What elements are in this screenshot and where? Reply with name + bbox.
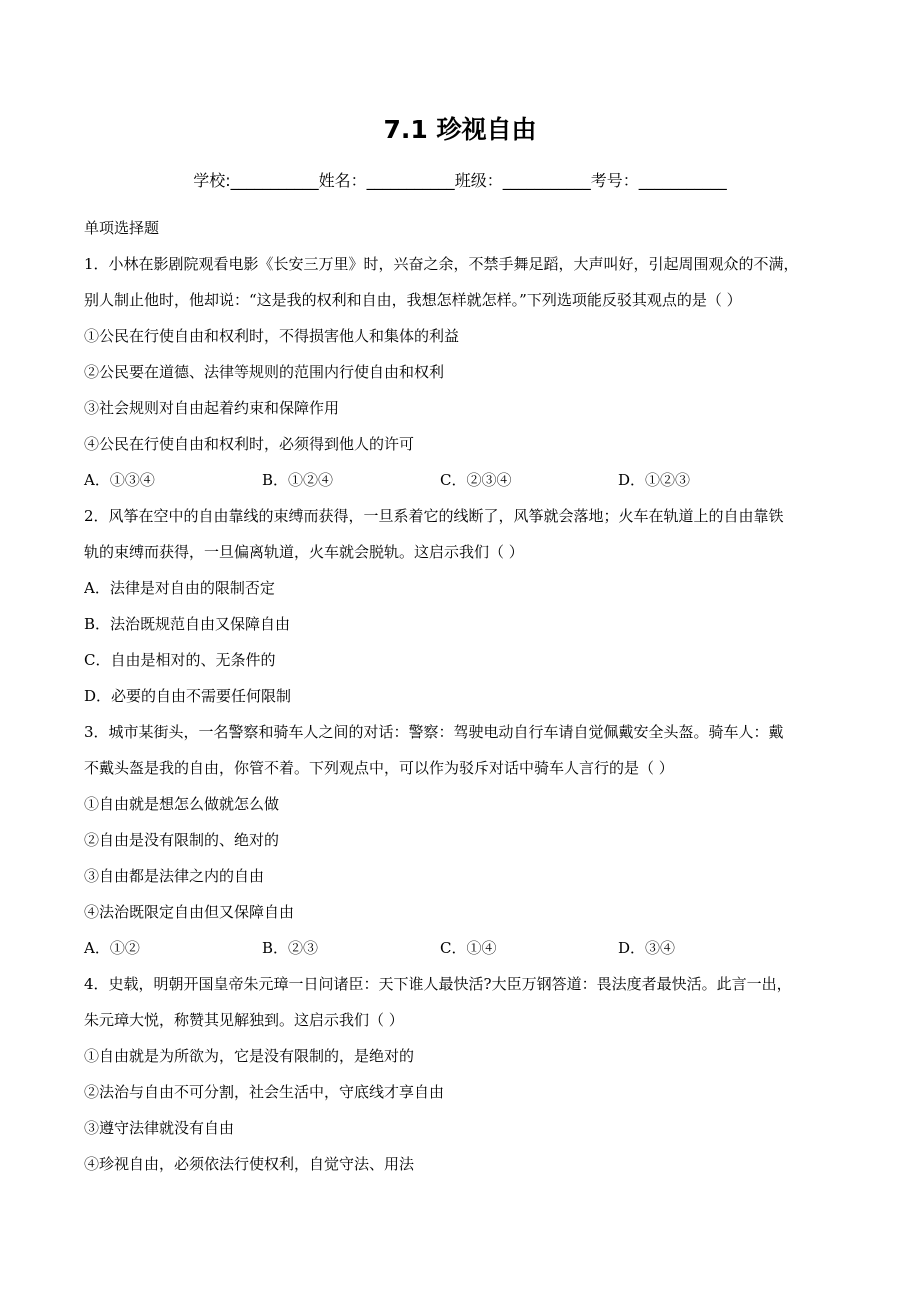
question-stem-line: 不戴头盔是我的自由，你管不着。下列观点中，可以作为驳斥对话中骑车人言行的是（ ） <box>84 759 674 777</box>
question-stem-line: 3．城市某街头，一名警察和骑车人之间的对话：警察：驾驶电动自行车请自觉佩戴安全头盔。骑车人：戴 <box>84 723 784 741</box>
statement-item: ②法治与自由不可分割，社会生活中，守底线才享自由 <box>84 1083 445 1101</box>
statement-item: ②自由是没有限制的、绝对的 <box>84 831 280 849</box>
class-field: 班级：___________ <box>454 171 591 190</box>
choice-d[interactable]: D．③④ <box>618 939 676 957</box>
question-stem-line: 别人制止他时，他却说：“这是我的权利和自由，我想怎样就怎样。”下列选项能反驳其观点的是（ ） <box>84 291 742 309</box>
statement-item: ②公民要在道德、法律等规则的范围内行使自由和权利 <box>84 363 445 381</box>
choice-b[interactable]: B．①②④ <box>262 471 334 489</box>
page-title: 7.1 珍视自由 <box>383 115 537 144</box>
question-stem-line: 2．风筝在空中的自由靠线的束缚而获得，一旦系着它的线断了，风筝就会落地；火车在轨道上的自由靠铁 <box>84 507 784 525</box>
statement-item: ①公民在行使自由和权利时，不得损害他人和集体的利益 <box>84 327 460 345</box>
statement-item: ③遵守法律就没有自由 <box>84 1119 235 1137</box>
choice-a[interactable]: A．①③④ <box>84 471 155 489</box>
question-content <box>84 210 854 1182</box>
question-2 <box>84 498 854 714</box>
statement-item: ④珍视自由，必须依法行使权利，自觉守法、用法 <box>84 1155 415 1173</box>
choice-b[interactable]: B．②③ <box>262 939 319 957</box>
question-1 <box>84 246 854 498</box>
question-4 <box>84 966 854 1182</box>
choice-d[interactable]: D．必要的自由不需要任何限制 <box>84 687 292 705</box>
statement-item: ①自由就是想怎么做就怎么做 <box>84 795 280 813</box>
statement-item: ①自由就是为所欲为，它是没有限制的，是绝对的 <box>84 1047 415 1065</box>
statement-item: ③自由都是法律之内的自由 <box>84 867 265 885</box>
statement-item: ③社会规则对自由起着约束和保障作用 <box>84 399 340 417</box>
choice-c[interactable]: C．自由是相对的、无条件的 <box>84 651 276 669</box>
question-stem-line: 4．史载，明朝开国皇帝朱元璋一日问诸臣：天下谁人最快活?大臣万钢答道：畏法度者最快活。此言一出， <box>84 975 792 993</box>
question-stem-line: 轨的束缚而获得，一旦偏离轨道，火车就会脱轨。这启示我们（ ） <box>84 543 524 561</box>
choice-c[interactable]: C．②③④ <box>440 471 512 489</box>
question-stem-line: 朱元璋大悦，称赞其见解独到。这启示我们（ ） <box>84 1011 404 1029</box>
choice-a[interactable]: A．①② <box>84 939 140 957</box>
name-field: 姓名：___________ <box>318 171 455 190</box>
exam-number-field: 考号：___________ <box>590 171 727 190</box>
question-3 <box>84 714 854 966</box>
student-info-row <box>0 168 920 194</box>
choice-c[interactable]: C．①④ <box>440 939 497 957</box>
choice-d[interactable]: D．①②③ <box>618 471 691 489</box>
question-stem-line: 1．小林在影剧院观看电影《长安三万里》时，兴奋之余，不禁手舞足蹈，大声叫好，引起周围观众的不满， <box>84 255 799 273</box>
answer-choices <box>84 462 854 498</box>
statement-item: ④法治既限定自由但又保障自由 <box>84 903 295 921</box>
section-heading: 单项选择题 <box>84 219 160 237</box>
answer-choices <box>84 930 854 966</box>
choice-a[interactable]: A．法律是对自由的限制否定 <box>84 579 275 597</box>
choice-b[interactable]: B．法治既规范自由又保障自由 <box>84 615 291 633</box>
statement-item: ④公民在行使自由和权利时，必须得到他人的许可 <box>84 435 415 453</box>
school-field: 学校:___________ <box>193 171 319 190</box>
